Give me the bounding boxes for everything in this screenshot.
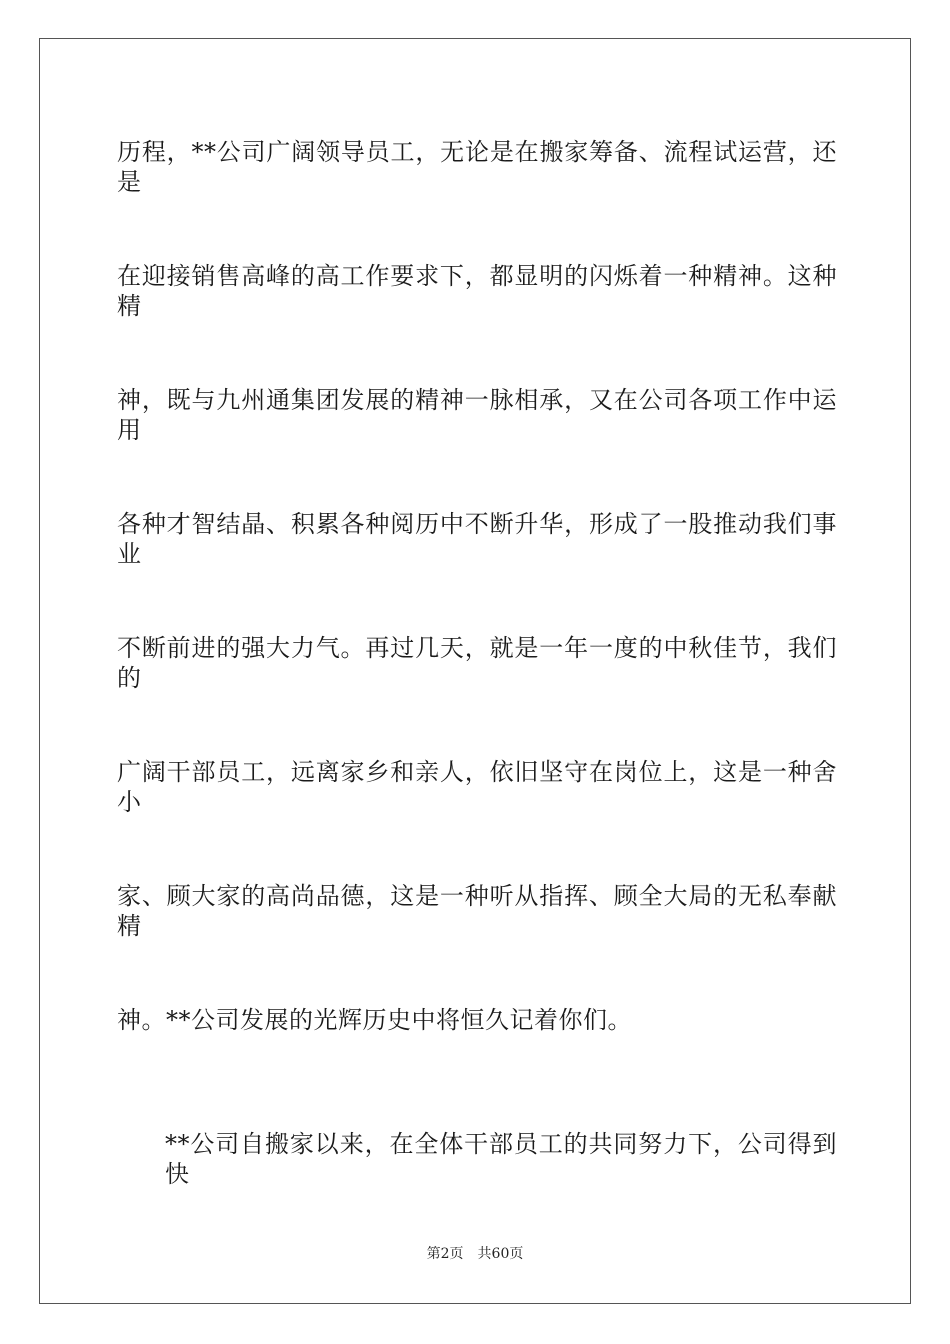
paragraph-line-6: 广阔干部员工，远离家乡和亲人，依旧坚守在岗位上，这是一种舍小: [117, 758, 837, 816]
page-number: 第2页: [426, 1246, 464, 1262]
paragraph-line-4: 各种才智结晶、积累各种阅历中不断升华，形成了一股推动我们事业: [117, 510, 837, 568]
paragraph-line-9: **公司自搬家以来，在全体干部员工的共同努力下，公司得到快: [165, 1130, 837, 1188]
paragraph-line-8: 神。**公司发展的光辉历史中将恒久记着你们。: [117, 1006, 632, 1034]
paragraph-line-3: 神，既与九州通集团发展的精神一脉相承，又在公司各项工作中运用: [117, 386, 837, 444]
page-total: 共60页: [477, 1246, 524, 1262]
page-border: [39, 38, 911, 1304]
paragraph-line-5: 不断前进的强大力气。再过几天，就是一年一度的中秋佳节，我们的: [117, 634, 837, 692]
paragraph-line-1: 历程，**公司广阔领导员工，无论是在搬家筹备、流程试运营，还是: [117, 138, 837, 196]
paragraph-line-2: 在迎接销售高峰的高工作要求下，都显明的闪烁着一种精神。这种精: [117, 262, 837, 320]
paragraph-line-7: 家、顾大家的高尚品德，这是一种听从指挥、顾全大局的无私奉献精: [117, 882, 837, 940]
page-footer: [0, 1245, 950, 1263]
